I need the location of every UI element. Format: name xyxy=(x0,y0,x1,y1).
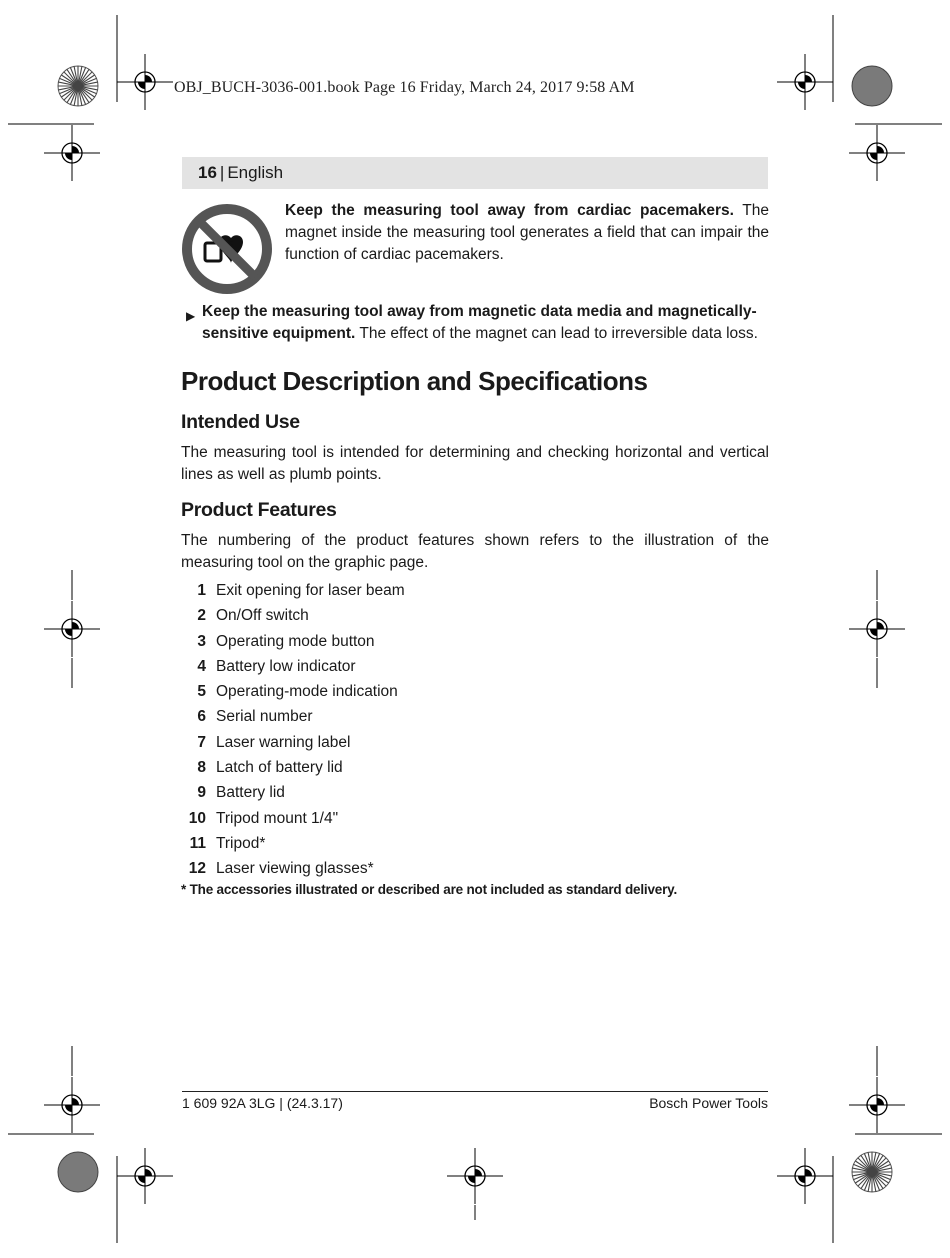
feature-number: 10 xyxy=(188,809,206,827)
feature-number: 1 xyxy=(197,582,206,599)
feature-number: 12 xyxy=(188,860,206,878)
header-language: English xyxy=(227,163,284,182)
feature-number: 5 xyxy=(197,683,206,701)
feature-item xyxy=(181,704,405,729)
magnetic-warning-text: The effect of the magnet can lead to irreversible data loss. xyxy=(355,325,758,342)
accessories-note: * The accessories illustrated or described are not included as standard delivery. xyxy=(181,882,677,897)
feature-label: Laser viewing glasses* xyxy=(216,860,374,878)
triangle-bullet-icon: ▶ xyxy=(186,309,196,323)
feature-number: 6 xyxy=(197,708,206,726)
header-separator: | xyxy=(219,163,225,182)
feature-number: 8 xyxy=(197,759,206,777)
feature-label: Battery low indicator xyxy=(216,657,356,675)
feature-number: 3 xyxy=(197,632,206,650)
feature-item xyxy=(181,856,405,881)
pacemaker-warning-bold: Keep the measuring tool away from cardiac pacemakers. xyxy=(285,202,734,219)
feature-number: 11 xyxy=(189,834,206,852)
feature-item xyxy=(181,679,405,704)
feature-label: Battery lid xyxy=(216,784,285,802)
magnetic-warning-bold: Keep the measuring tool away from magnetic data media and magnetically-sensitive equipment. xyxy=(202,303,757,342)
intended-use-text: The measuring tool is intended for determining and checking horizontal and vertical lines as well as plumb points. xyxy=(181,444,769,483)
page-header xyxy=(182,157,768,189)
feature-item xyxy=(181,730,405,755)
feature-number: 7 xyxy=(197,733,206,751)
feature-label: Exit opening for laser beam xyxy=(216,582,405,599)
feature-label: Tripod* xyxy=(216,834,266,852)
feature-label: Laser warning label xyxy=(216,733,351,751)
feature-label: Operating-mode indication xyxy=(216,683,398,701)
section-title: Product Description and Specifications xyxy=(181,366,648,396)
footer-brand: Bosch Power Tools xyxy=(649,1095,768,1111)
footer-rule xyxy=(182,1091,768,1092)
pacemaker-warning xyxy=(285,200,769,266)
page-number: 16 xyxy=(198,163,217,182)
feature-item xyxy=(181,780,405,805)
feature-number: 2 xyxy=(197,607,206,625)
feature-number: 9 xyxy=(197,784,206,802)
feature-item xyxy=(181,831,405,856)
feature-item xyxy=(181,755,405,780)
feature-item xyxy=(181,654,405,679)
feature-item xyxy=(181,629,405,654)
feature-item xyxy=(181,603,405,628)
feature-item xyxy=(181,806,405,831)
job-line: OBJ_BUCH-3036-001.book Page 16 Friday, March 24, 2017 9:58 AM xyxy=(174,79,635,96)
product-features-intro: The numbering of the product features shown refers to the illustration of the measuring tool on the graphic page. xyxy=(181,532,769,571)
feature-label: Serial number xyxy=(216,708,313,726)
no-pacemaker-icon xyxy=(181,203,273,295)
intended-use-heading: Intended Use xyxy=(181,411,300,433)
feature-list xyxy=(181,578,405,882)
feature-item xyxy=(181,578,405,603)
feature-label: On/Off switch xyxy=(216,607,309,625)
footer-code: 1 609 92A 3LG | (24.3.17) xyxy=(182,1095,343,1111)
feature-number: 4 xyxy=(197,657,206,675)
feature-label: Latch of battery lid xyxy=(216,759,343,777)
pacemaker-warning-text: The magnet inside the measuring tool generates a field that can impair the function of cardiac pacemakers. xyxy=(285,202,769,263)
feature-label: Operating mode button xyxy=(216,632,375,650)
feature-label: Tripod mount 1/4" xyxy=(216,809,339,827)
magnetic-media-warning xyxy=(186,301,769,345)
product-features-heading: Product Features xyxy=(181,499,337,521)
